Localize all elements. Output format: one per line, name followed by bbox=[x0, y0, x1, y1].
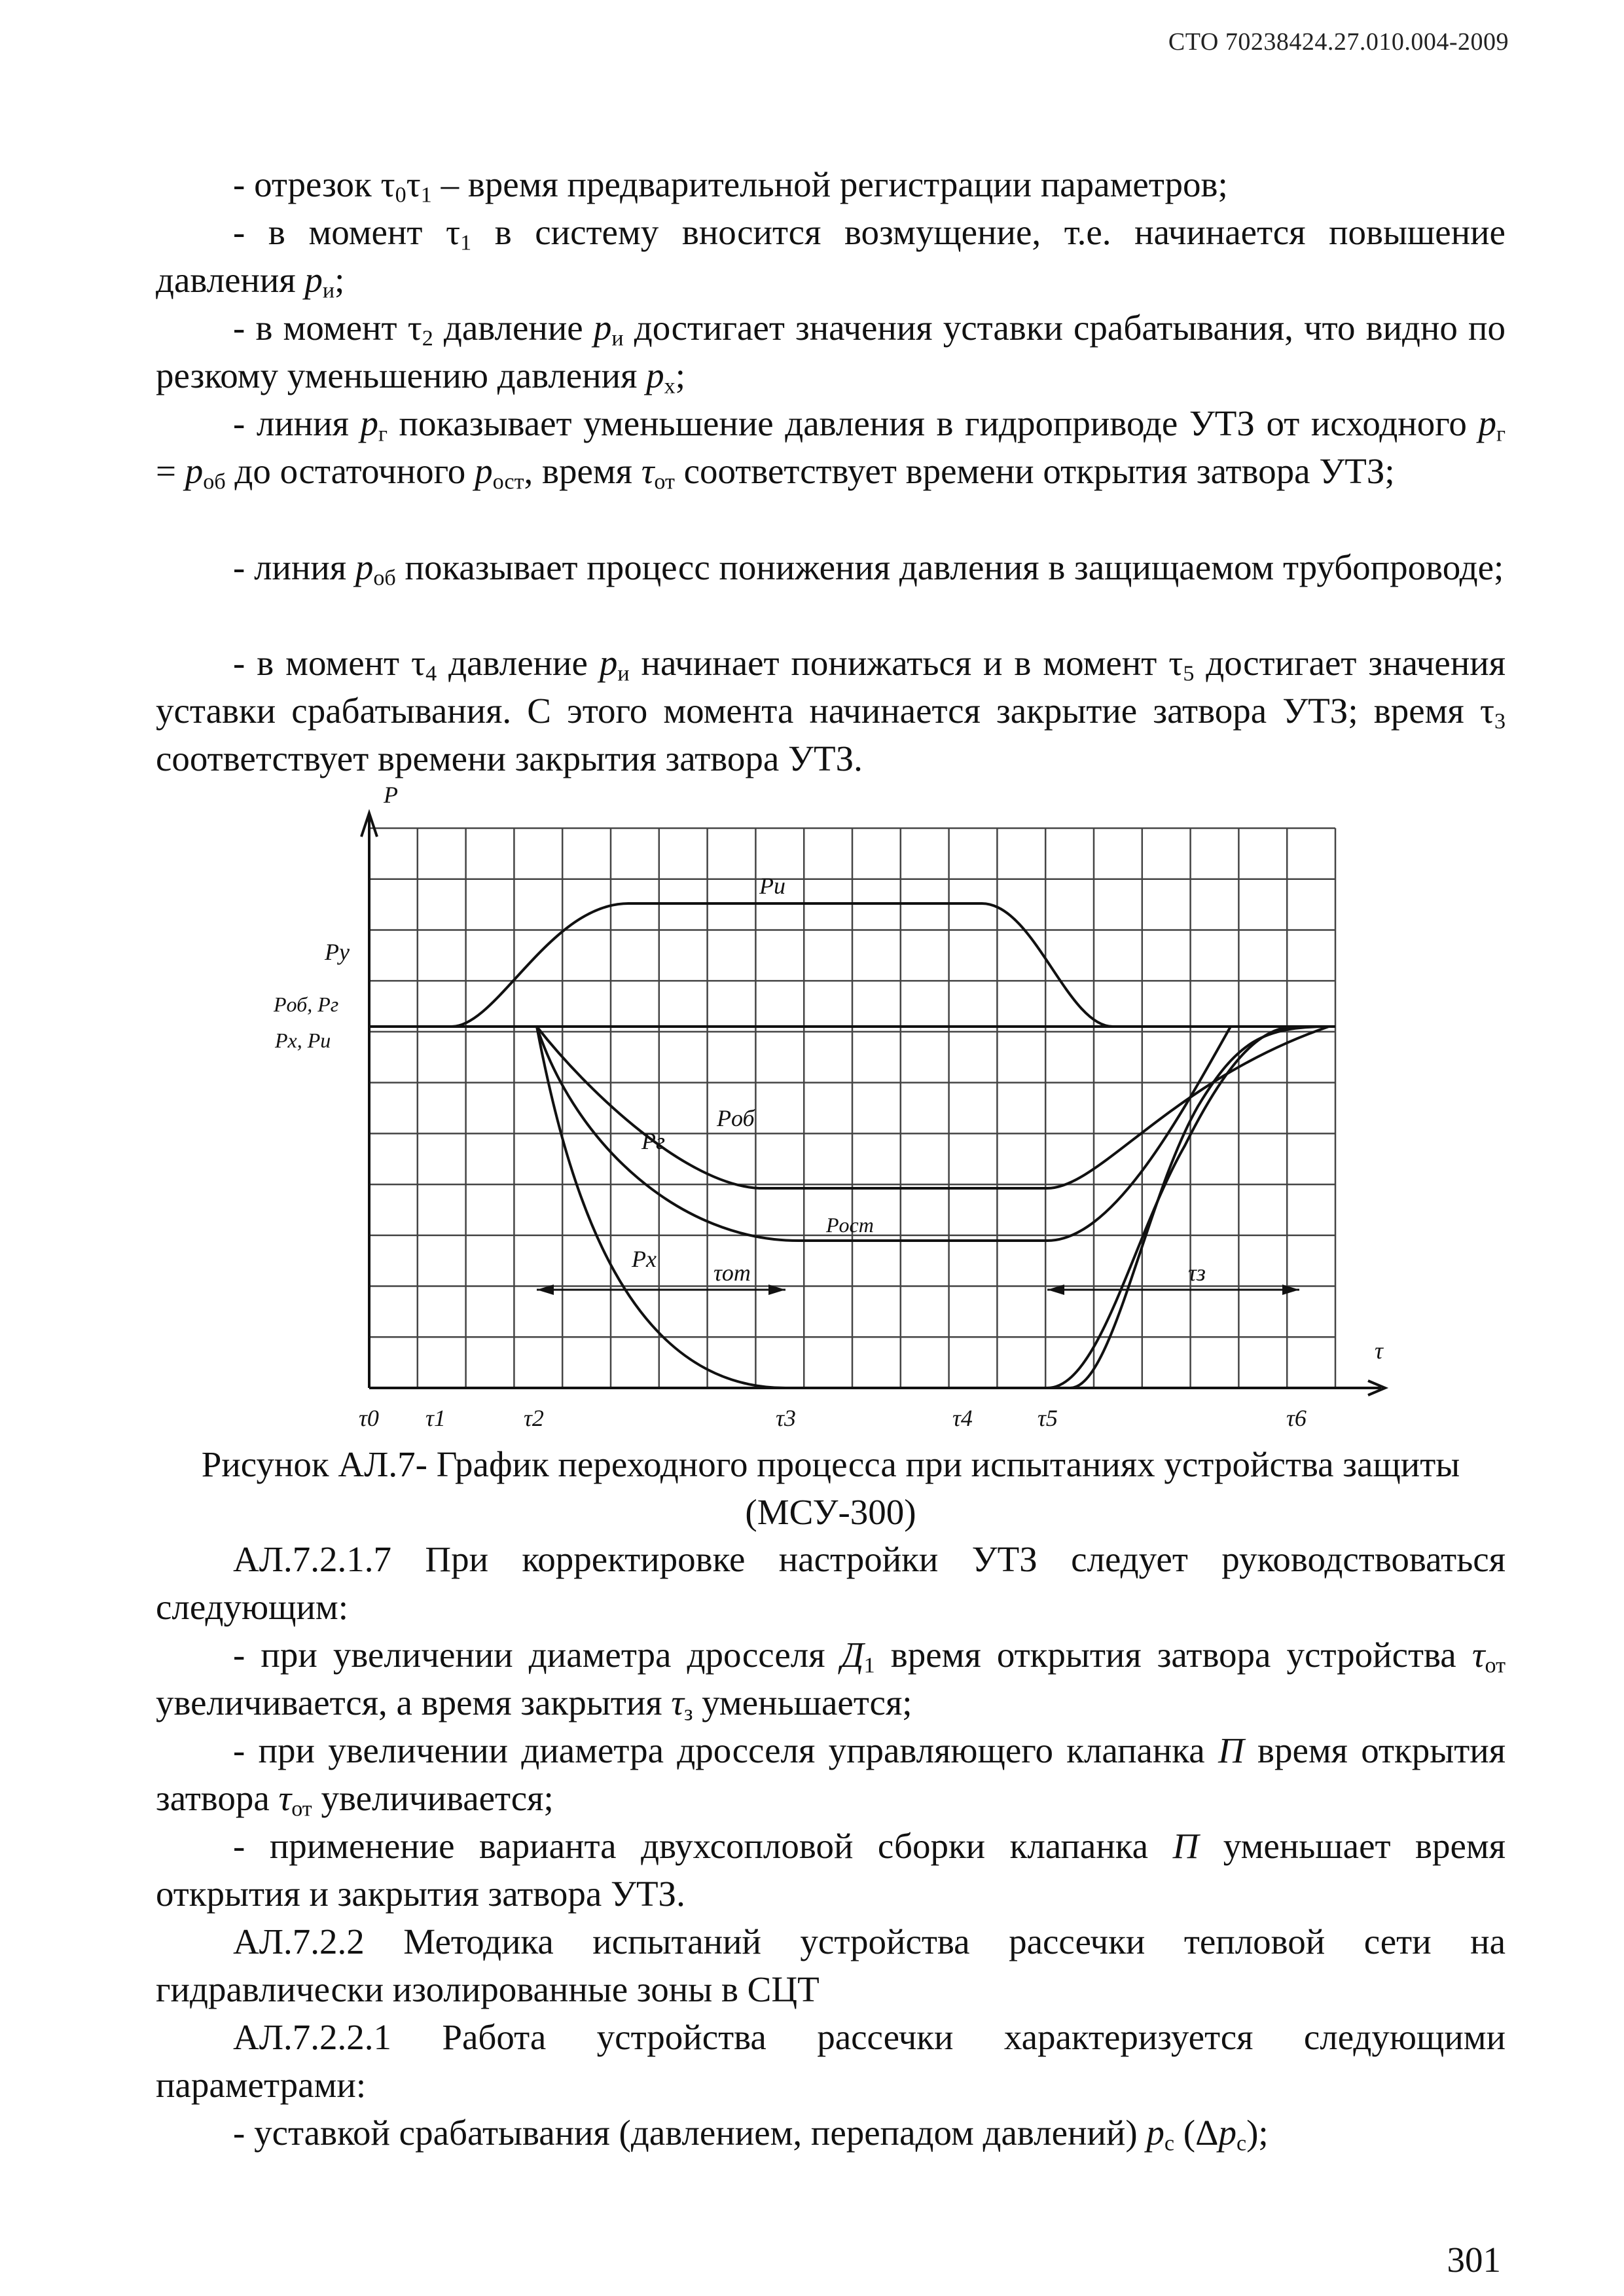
list-item: - линия $p_{об}$ показывает процесс понижения давления в защищаемом трубопроводе; bbox=[233, 547, 1504, 591]
list-item: - отрезок $\tau_0\tau_1$ – время предварительной регистрации параметров; bbox=[233, 164, 1228, 208]
section-paragraph: АЛ.7.2.1.7 При корректировке настройки УТЗ следует руководствоваться следующим: bbox=[156, 1539, 1506, 1627]
t5-label: τ5 bbox=[1038, 1405, 1058, 1431]
page-number: 301 bbox=[1447, 2240, 1501, 2280]
p-ob-pg-label: Pоб, Pг bbox=[274, 993, 339, 1016]
t6-label: τ6 bbox=[1286, 1405, 1307, 1431]
list-item: - при увеличении диаметра дросселя $Д_1$ время открытия затвора устройства $\tau_{от}$ увеличивается, а время закрытия $\tau_з$ уменьшается; bbox=[156, 1635, 1506, 1726]
curve-p-x-recovery bbox=[1047, 1027, 1296, 1388]
p-i-label: Pи bbox=[759, 873, 785, 899]
figure-grid bbox=[369, 828, 1335, 1388]
t0-label: τ0 bbox=[359, 1405, 379, 1431]
curve-p-i bbox=[452, 903, 1113, 1027]
p-x-label: Px bbox=[632, 1246, 657, 1272]
document-code: СТО 70238424.27.010.004-2009 bbox=[1168, 28, 1509, 56]
p-ost-label: Pост bbox=[826, 1213, 874, 1237]
list-item: - в момент $\tau_4$ давление $p_и$ начинает понижаться и в момент $\tau_5$ достигает значения уставки срабатывания. С этого момента начинается закрытие затвора УТЗ; время $\tau_3$ соответствует времени закрытия затвора УТЗ. bbox=[156, 643, 1506, 778]
curve-p-ob bbox=[537, 1027, 1329, 1188]
curve-p-x bbox=[537, 1027, 785, 1388]
list-item: - уставкой срабатывания (давлением, перепадом давлений) $p_с$ $(\Delta p_с)$; bbox=[233, 2113, 1269, 2156]
t-axis-label: τ bbox=[1375, 1338, 1383, 1364]
t2-label: τ2 bbox=[524, 1405, 544, 1431]
p-ob-label: Pоб bbox=[717, 1105, 755, 1131]
list-item: - при увеличении диаметра дросселя управляющего клапанка П время открытия затвора $\tau_{от}$ увеличивается; bbox=[156, 1730, 1506, 1821]
tau-ot-label: τот bbox=[713, 1260, 751, 1286]
t4-label: τ4 bbox=[952, 1405, 973, 1431]
list-item: - линия $p_г$ показывает уменьшение давления в гидроприводе УТЗ от исходного $p_г = p_{об}$ до остаточного $p_{ост}$, время $\tau_{от}$ соответствует времени открытия затвора УТЗ; bbox=[156, 403, 1506, 494]
transient-process-graph bbox=[262, 779, 1407, 1444]
p-g-label: Pг bbox=[641, 1128, 666, 1154]
t3-label: τ3 bbox=[776, 1405, 796, 1431]
section-paragraph: АЛ.7.2.2.1 Работа устройства рассечки характеризуется следующими параметрами: bbox=[156, 2017, 1506, 2105]
transient-process-figure bbox=[262, 779, 1407, 1444]
figure-caption: Рисунок АЛ.7- График переходного процесса при испытаниях устройства защиты (МСУ-300) bbox=[201, 1444, 1460, 1532]
p-y-label: Py bbox=[325, 939, 350, 965]
list-item: - в момент $\tau_2$ давление $p_и$ достигает значения уставки срабатывания, что видно по резкому уменьшению давления $p_х$; bbox=[156, 308, 1506, 399]
p-x-pi-label: Px, Pи bbox=[275, 1029, 331, 1052]
tau-z-label: τз bbox=[1188, 1260, 1206, 1286]
list-item: - применение варианта двухсопловой сборки клапанка П уменьшает время открытия и закрытия затвора УТЗ. bbox=[156, 1826, 1506, 1914]
t1-label: τ1 bbox=[425, 1405, 446, 1431]
list-item: - в момент $\tau_1$ в систему вносится возмущение, т.е. начинается повышение давления $p_и$; bbox=[156, 212, 1506, 303]
p-axis-label: P bbox=[384, 782, 398, 808]
section-heading: АЛ.7.2.2 Методика испытаний устройства рассечки тепловой сети на гидравлически изолированные зоны в СЦТ bbox=[156, 1922, 1506, 2009]
